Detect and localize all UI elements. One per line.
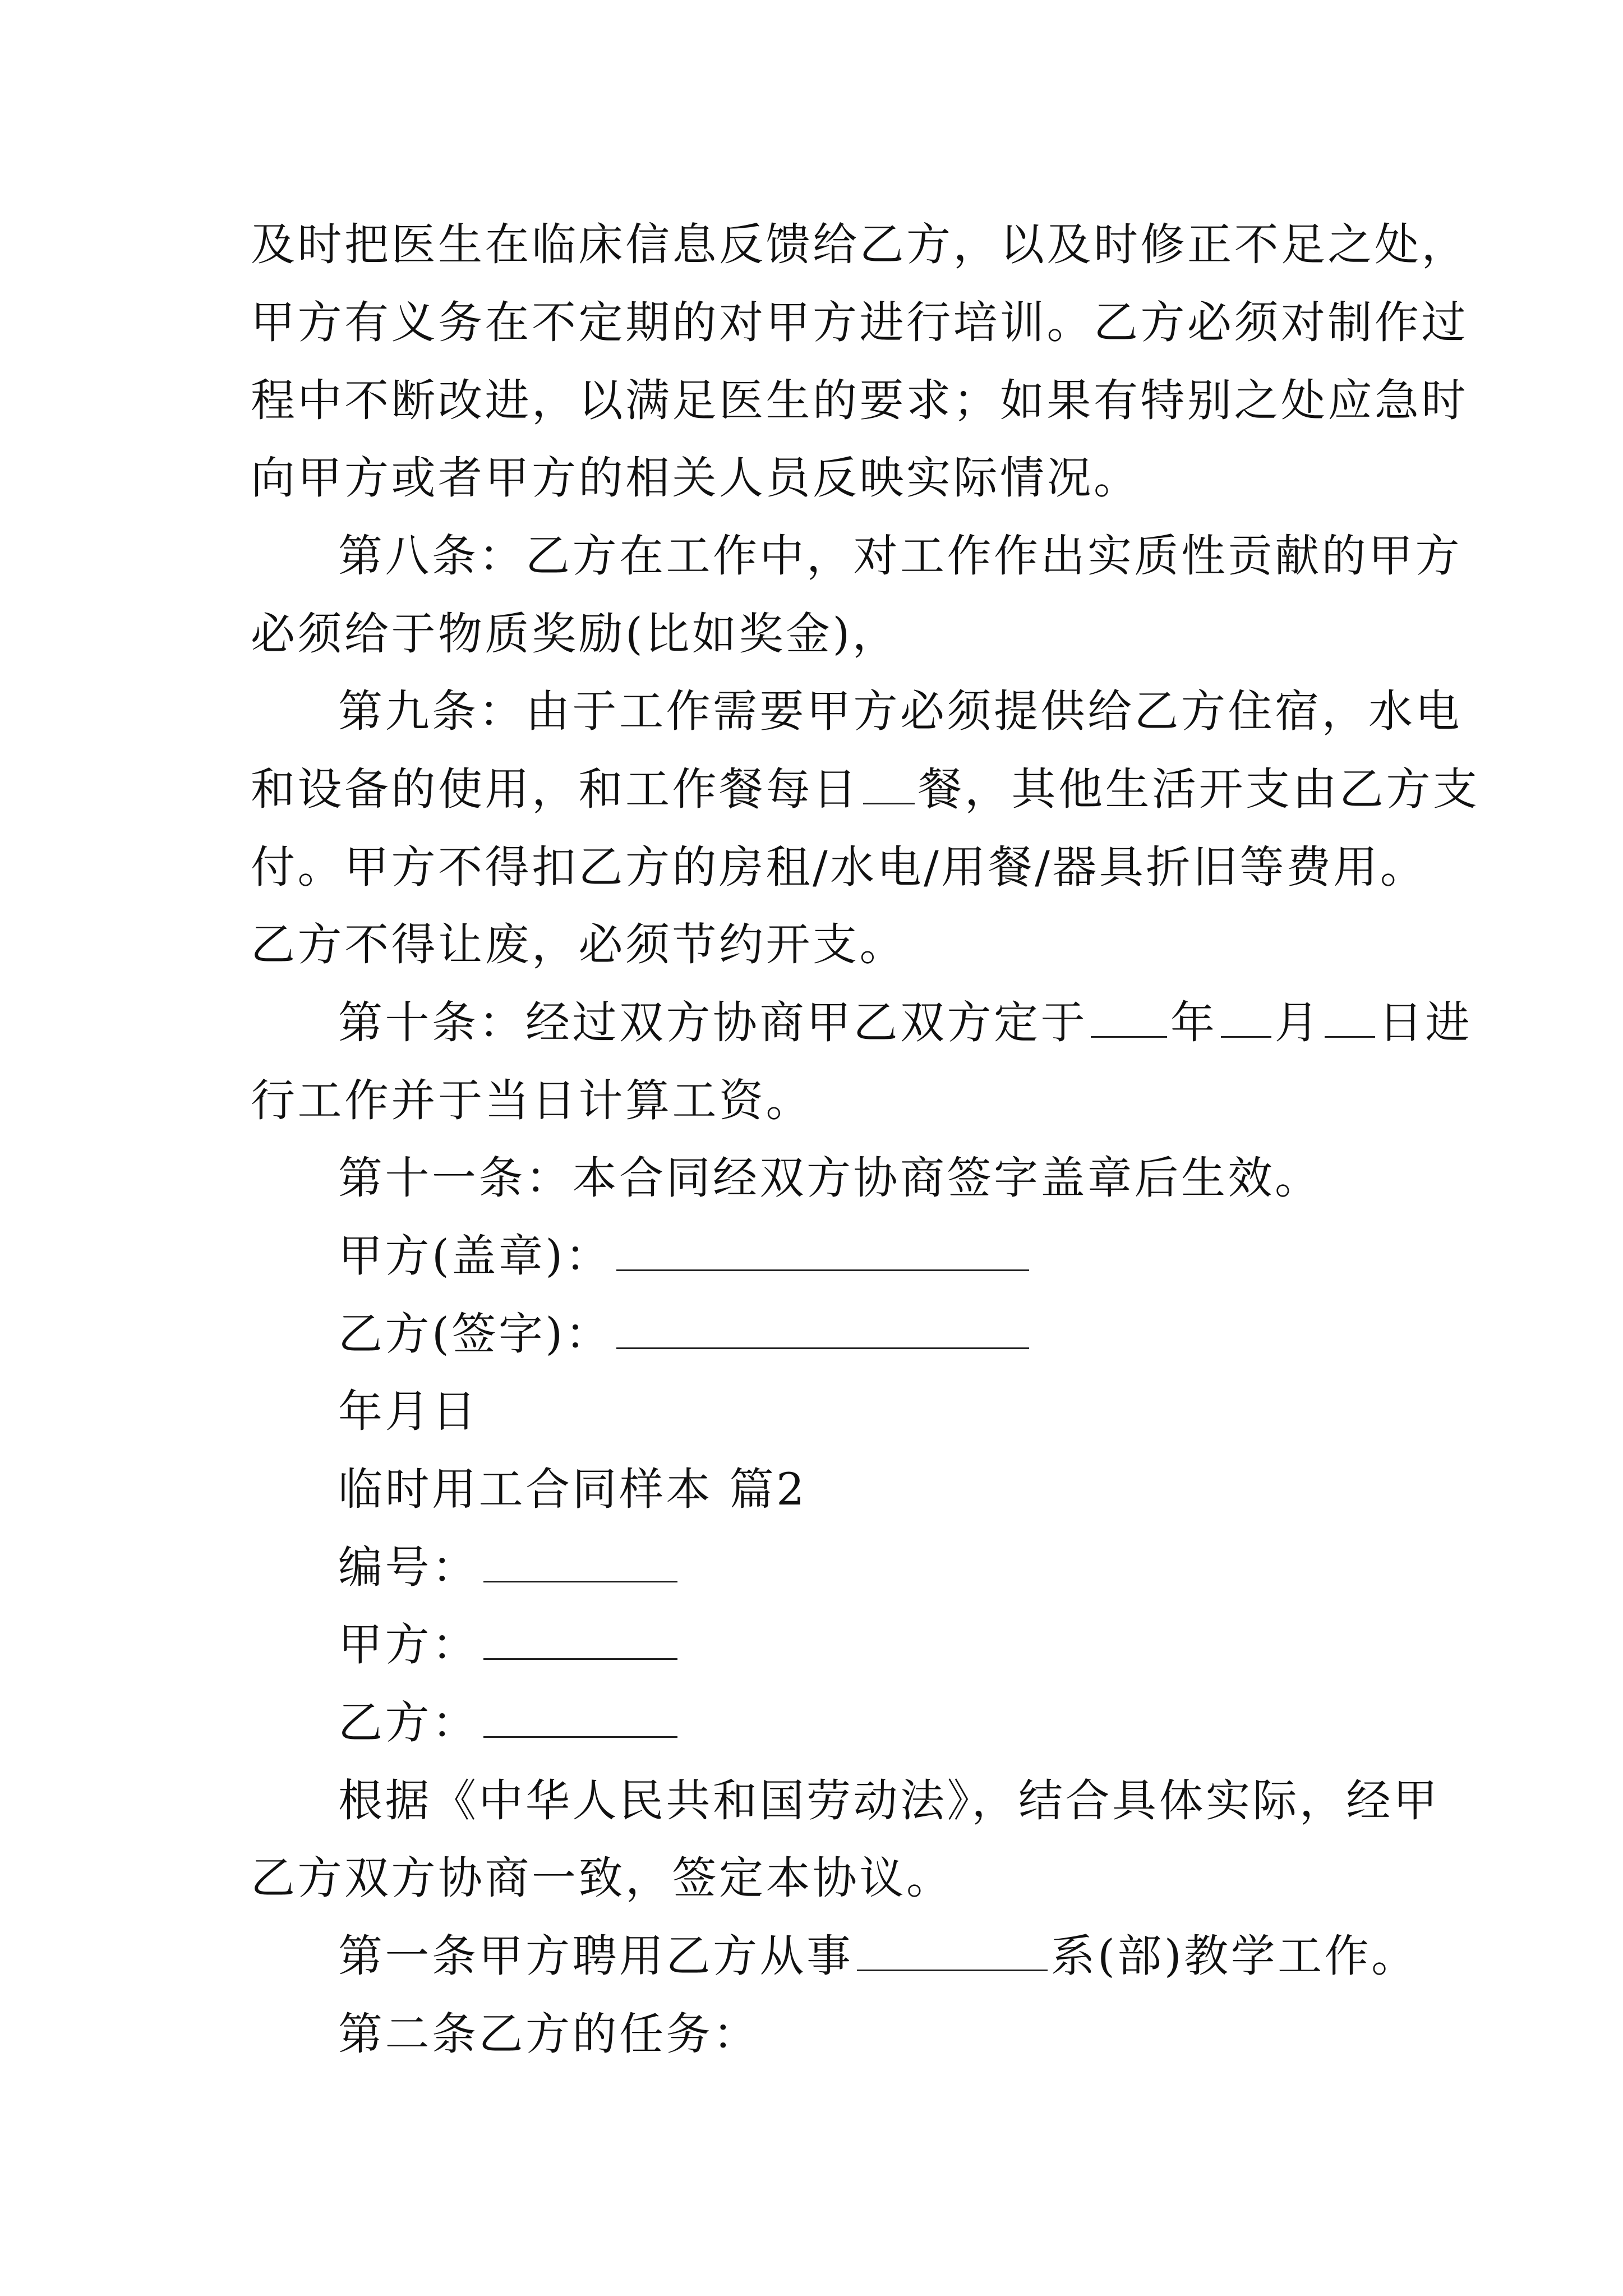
party-a-seal-label: 甲方(盖章)：	[338, 1230, 612, 1282]
party-b-label: 乙方：	[338, 1697, 479, 1749]
article-11-line: 第十一条：本合同经双方协商签字盖章后生效。	[338, 1152, 1322, 1204]
party-b-line	[338, 1695, 1488, 1751]
article-9-line: 乙方不得让废，必须节约开支。	[251, 919, 906, 970]
paragraph-line: 甲方有义务在不定期的对甲方进行培训。乙方必须对制作过	[251, 297, 1468, 348]
party-a-seal-line	[338, 1228, 1488, 1284]
meals-blank[interactable]	[863, 763, 915, 804]
article-9-text: 餐，其他生活开支由乙方支	[917, 763, 1480, 815]
year-label: 年	[1170, 997, 1218, 1048]
article-9-text: 和设备的使用，和工作餐每日	[251, 763, 860, 815]
date-line: 年月日	[338, 1386, 479, 1437]
article-1-line	[338, 1928, 1488, 1984]
party-b-field[interactable]	[483, 1696, 677, 1738]
year-blank[interactable]	[1091, 997, 1167, 1038]
article-8-line: 第八条：乙方在工作中，对工作作出实质性贡献的甲方	[338, 530, 1462, 582]
article-8-line: 必须给于物质奖励(比如奖金)，	[251, 608, 900, 660]
party-b-sign-line	[338, 1306, 1488, 1362]
party-a-field[interactable]	[483, 1618, 677, 1660]
party-a-line	[338, 1617, 1488, 1673]
month-label: 月	[1274, 997, 1321, 1048]
section-title: 临时用工合同样本 篇2	[338, 1464, 807, 1515]
article-1-text: 第一条甲方聘用乙方从事	[338, 1930, 854, 1982]
article-10-text: 第十条：经过双方协商甲乙双方定于	[338, 997, 1087, 1048]
month-blank[interactable]	[1221, 997, 1271, 1038]
article-9-line: 第九条：由于工作需要甲方必须提供给乙方住宿，水电	[338, 685, 1462, 737]
day-blank[interactable]	[1325, 997, 1375, 1038]
contract-number-line	[338, 1539, 1488, 1595]
article-2-line: 第二条乙方的任务：	[338, 2008, 760, 2060]
party-a-label: 甲方：	[338, 1619, 479, 1671]
paragraph-line: 程中不断改进，以满足医生的要求；如果有特别之处应急时	[251, 375, 1468, 426]
contract-number-field[interactable]	[483, 1540, 677, 1582]
paragraph-line: 及时把医生在临床信息反馈给乙方，以及时修正不足之处，	[251, 219, 1468, 270]
party-b-sign-field[interactable]	[616, 1307, 1029, 1349]
contract-number-label: 编号：	[338, 1542, 479, 1593]
article-9-line	[251, 761, 1480, 817]
article-9-line: 付。甲方不得扣乙方的房租/水电/用餐/器具折旧等费用。	[251, 841, 1427, 893]
party-b-sign-label: 乙方(签字)：	[338, 1308, 612, 1360]
article-1-text: 系(部)教学工作。	[1050, 1930, 1418, 1982]
paragraph-line: 向甲方或者甲方的相关人员反映实际情况。	[251, 452, 1141, 504]
article-10-line: 行工作并于当日计算工资。	[251, 1075, 813, 1126]
article-10-line	[338, 995, 1488, 1051]
department-blank[interactable]	[857, 1930, 1048, 1971]
party-a-seal-field[interactable]	[616, 1229, 1029, 1271]
basis-line: 乙方双方协商一致，签定本协议。	[251, 1852, 953, 1904]
day-label: 日进	[1378, 997, 1472, 1048]
basis-line: 根据《中华人民共和国劳动法》，结合具体实际，经甲	[338, 1775, 1440, 1826]
